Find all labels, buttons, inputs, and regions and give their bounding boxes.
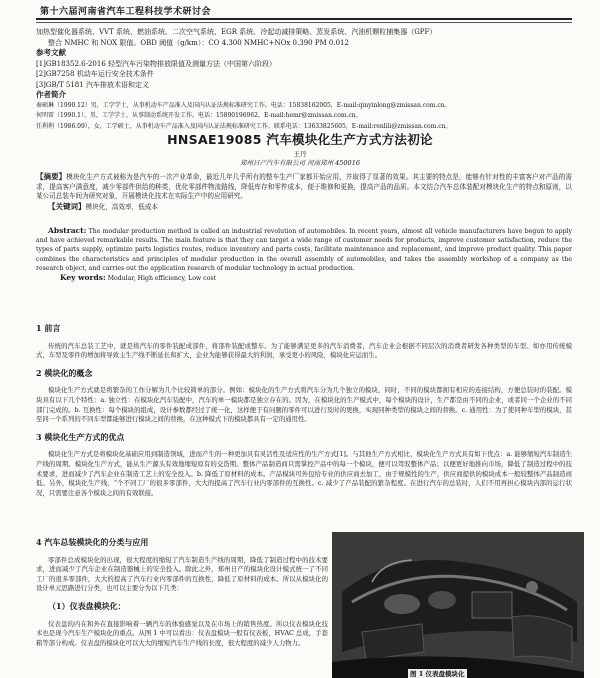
- body-sections: [36, 316, 572, 505]
- abstract-en-label: Abstract:: [48, 226, 87, 235]
- running-header: 第十六届河南省汽车工程科技学术研讨会: [40, 7, 212, 17]
- keywords-cn-label: 【关键词】: [48, 201, 86, 211]
- section-4: [36, 530, 328, 655]
- prev-article-tail: [36, 27, 572, 132]
- author-bio: 任利利（1986.09），女，工学硕士，从事机动车产品准入及国内认证法规标准研究工作。联系电话：13633825605，E-mail:renlili@zmissan.com.cn。: [36, 122, 452, 130]
- abstract-cn: [36, 172, 572, 212]
- section-heading: 3 模块化生产方式的优点: [36, 431, 125, 442]
- keywords-en-label: Key words:: [60, 273, 106, 283]
- section-body: 零部件总成模块化的出现，很大程度的缩短了汽车制造生产线的周期，降低了制造过程中的技术要求，进而减少了汽车企业在制造器械上的安全投入。除此之外，郑州日产的模块化设计模式统一了不同工厂的很多零部件，大大的提高了汽车行业内零部件的互换性，降低了原材料的成本。所以从模块化的设计单元思路进行分类，也可以主要分为以下几类：: [36, 555, 328, 593]
- header-rule-thin: [36, 22, 572, 23]
- figure-caption: 图 1 仪表盘模块化: [410, 670, 465, 678]
- reference-item: [2]GB7258 机动车运行安全技术条件: [36, 70, 154, 78]
- section-body: 传统的汽车总装工艺中，就是将汽车的零件装配成部件，将部件装配成整车。为了能够满足更多的汽车消费者，汽车企业会根据不同层次的消费者研发各种类型的车型。如亦用传统模式，车型及零件的增加将导致主生产线不断延长和扩大，企业为能够获得最大的利润，承受更小的风险，模块化应运而生。: [36, 341, 572, 360]
- article-title: HNSAE19085 汽车模块化生产方式方法初论: [167, 132, 433, 147]
- dashboard-module-illustration: [332, 532, 584, 678]
- abstract-en-text: The modular production method is called an industrial revolution of automobiles. In recent years, almost all vehicle manufacturers have begun to apply and have achieved remarkable results. The main feature is that they can target a wide range of customer needs for products, improve customer satisfaction, reduce the types of parts supply, optimize parts logistics routes, reduce inventory and parts costs, facilitate maintenance and replacement, and improve product quality. This paper combines the characteristics and principles of modular production in the overall assembly of automobiles, and takes the assembly workshop of a company as the research object, and carries out the application research of modular technology in actual production.: [36, 228, 573, 272]
- author-bio: 秦硕琳（1990.12）男，工学学士，从事机动车产品准入及国内认证法规标准研究工作。电话：15838162005，E-mail:qinyinlong@zmissan.com.cn。: [36, 101, 451, 109]
- article-author: 王丹: [293, 150, 307, 158]
- reference-item: [1]GB18352.6-2016 轻型汽车污染物排放限值及测量方法（中国第六阶段）: [36, 59, 277, 68]
- author-bio: 何明雷（1990.1），男，工学学士，从事制动系统开发工作。电话：15890196962，E-mail:hemr@zmissan.com.cn。: [36, 112, 362, 119]
- section-heading: 2 模块化的概念: [36, 367, 93, 378]
- authors-heading: 作者简介: [36, 90, 66, 99]
- section-body: 模块化生产方式就是将繁杂的工作分解为几个比较简单的部分。例如：模块化的生产方式将汽车分为几个独立的模块，同时，不同的模块都拥有相应的连接结构，方便总装时的装配。模块具有以下几个特性：a. 独立性：在模块化汽车装配中，汽车的单一模块都是独立存在的。因为，在模块化的生产模式中，每个模块的设计，生产都是由不同的企业，或者同一个企业的不同部门完成的。b. 互换性：每个模块的组成，设计参数都经过了统一化，这样便于有问题的零件可以进行及时的更换，实现同种类型的模块之间的替换。c. 通用性：为了使同种车型的模块，甚至同一个系列的不同车型都能够进行模块之间的替换，在这种模式下的模块都具有一定的通用性。: [36, 386, 572, 424]
- article-affiliation: 郑州日产汽车有限公司 河南郑州 450016: [240, 159, 360, 167]
- section-heading: 1 前言: [36, 323, 61, 333]
- prev-keywords-line: 加热型催化器系统、VVT 系统、燃油系统、二次空气系统、EGR 系统、冷起动减排策略、蒸发系统、汽油机颗粒捕集器（GPF）: [36, 28, 437, 36]
- subsection-body: 仪表盘的内在和外在直接影响着一辆汽车的体验感觉以及在市场上的销售热度。所以仪表模块化技术也是现今汽车生产模块化的重点。从图 1 中可以看出：仪表盘模块一般有仪表板，HVAC 总成，手套箱等部分构成。仪表盘的模块化可以大大的缩短汽车生产线的长度，很大程度的减少人力物力。: [36, 619, 328, 647]
- abstract-en: [36, 226, 572, 283]
- section-heading: 4 汽车总装模块化的分类与应用: [36, 537, 149, 547]
- keywords-en-text: Modular, High efficiency, Low cost: [107, 275, 217, 283]
- references-heading: 参考文献: [36, 48, 66, 57]
- subsection-heading: （1）仪表盘模块化：: [48, 600, 126, 611]
- abstract-cn-text: 模块化生产方式被称为是汽车的一次产业革命，最近几年几乎所有的整车生产厂家都开始应用，并取得了显著的效果。其主要的特点是，能够有针对性的丰富客户对产品的需求，提高客户满意度，减少零部件供给的种类，优化零部件物流路线，降低库存和零件成本，便于维修和更换，提高产品的品质。本文结合汽车总体装配对模块化生产的特点和原则，以某公司总装车间为研究对象，开展模块化技术在实际生产中的应用研究。: [36, 173, 572, 201]
- prev-obd-threshold: 整合 NMHC 和 NOX 限值。OBD 阈值（g/km）：CO 4.300 NMHC+NOx 0.390 PM 0.012: [48, 38, 349, 47]
- header-rule: [36, 18, 572, 20]
- reference-item: [3]GB/T 5181 汽车排放术语和定义: [36, 80, 149, 89]
- abstract-cn-label: 【摘要】: [36, 172, 67, 181]
- keywords-cn-text: 模块化，高效率，低成本: [85, 202, 159, 211]
- dashboard-module-figure: [332, 532, 584, 678]
- section-body: 模块化生产方式是将模块化基础应用到制造领域，进而产生的一种更加具有灵活性及适应性的生产方式[1]。与其他生产方式相比，模块化生产方式具有如下优点：a. 能够缩短汽车制造生产线的周期。模块化生产方式，能从生产源头有效地缩短原有的交货期。整体产品制造商只需掌控产品中的每一个模块，便可以驾驭整体产品；以便更好地推向市场，降低了制造过程中的技术要求，进而减少了汽车企业在制造工艺上的安全投入。b. 降低了原材料的成本。产品模块可外包给专业的供应商去加工，由于规模性的生产，供应商提供的模块成本一般较整体产品制造商低。另外，模块化生产线，“个不同工厂的很多零部件，大大的提高了汽车行业内零部件的互换性。c. 减少了产品装配的繁杂程度。在进行汽车的总装时，人们不用再担心模块内部的运行状况，只需要注意各个模块之间的有效联接。: [36, 450, 572, 497]
